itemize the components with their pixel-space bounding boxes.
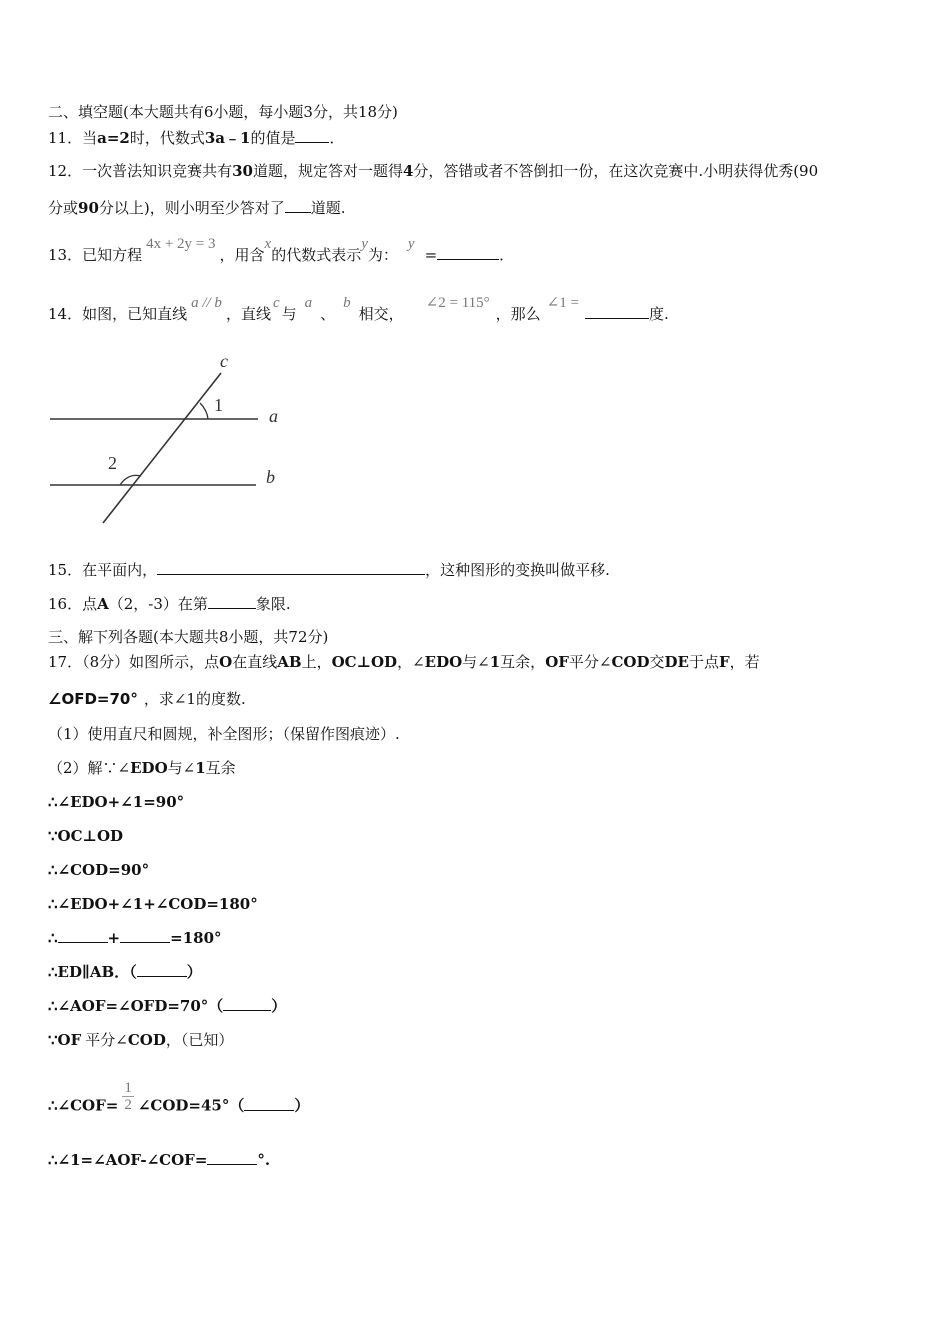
q17-step-2: （2）解∵∠EDO与∠1互余 [48, 759, 236, 777]
q17-step-1: （1）使用直尺和圆规，补全图形；（保留作图痕迹）. [48, 725, 400, 743]
q17-step-10: ∵OF 平分∠COD，（已知） [48, 1031, 234, 1049]
question-11: 11．当a=2时，代数式3a﹣1的值是 ． [48, 129, 345, 147]
question-12-line2: 分或90分以上)，则小明至少答对了 道题. [48, 199, 346, 217]
equation: 4x + 2y = 3 [146, 236, 216, 252]
line-c [103, 373, 221, 523]
q17-step-6: ∴∠EDO+∠1+∠COD=180° [48, 895, 258, 913]
answer-blank [285, 198, 311, 213]
label-angle-1: 1 [214, 395, 223, 415]
angle-2-arc [120, 475, 141, 485]
answer-blank [58, 928, 108, 943]
q17-step-8: ∴ED∥AB．（ ） [48, 963, 202, 981]
label-b: b [266, 467, 275, 487]
section3-title: 三、解下列各题(本大题共8小题，共72分) [48, 628, 329, 646]
label-c: c [220, 351, 228, 371]
label-angle-2: 2 [108, 453, 117, 473]
question-16: 16．点A（2，-3）在第 象限. [48, 595, 291, 613]
fraction-one-half: $\frac{1}{2}$ [124, 1080, 132, 1113]
label-a: a [269, 406, 278, 426]
question-15: 15．在平面内， ，这种图形的变换叫做平移. [48, 561, 610, 579]
answer-blank [208, 594, 256, 609]
q17-step-5: ∴∠COD=90° [48, 861, 150, 879]
answer-blank [157, 560, 425, 575]
q17-step-4: ∵OC⊥OD [48, 827, 124, 845]
answer-blank [244, 1096, 294, 1111]
q17-step-11: ∴∠COF= $\frac{1}{2}$ ∠COD=45°（ ） [48, 1080, 310, 1115]
q17-step-7: ∴ + =180° [48, 929, 222, 947]
question-13: 13．已知方程4x + 2y = 3，用含x的代数式表示y为：y= ． [48, 236, 515, 264]
question-14: 14．如图，已知直线a // b，直线c与a、b相交，∠2 = 115°，那么∠1 =度. [48, 295, 669, 323]
answer-blank [437, 245, 499, 260]
question-17-line2: ∠OFD=70° ，求∠1的度数. [48, 690, 246, 708]
answer-blank [295, 128, 329, 143]
question-17-line1: 17．（8分）如图所示，点O在直线AB上，OC⊥OD，∠EDO与∠1互余，OF平分∠COD交DE于点F，若 [48, 653, 760, 671]
q17-step-3: ∴∠EDO+∠1=90° [48, 793, 185, 811]
answer-blank [137, 962, 187, 977]
section2-title: 二、填空题(本大题共有6小题，每小题3分，共18分) [48, 103, 398, 121]
question-12-line1: 12．一次普法知识竞赛共有30道题，规定答对一题得4分，答错或者不答倒扣一份，在这次竞赛中.小明获得优秀(90 [48, 162, 819, 180]
answer-blank [223, 996, 271, 1011]
q17-step-9: ∴∠AOF=∠OFD=70°（ ） [48, 997, 287, 1015]
answer-blank [120, 928, 170, 943]
angle-1-arc [200, 403, 208, 419]
parallel-lines-figure [44, 350, 289, 530]
q17-step-12: ∴∠1=∠AOF-∠COF= °. [48, 1151, 271, 1169]
answer-blank [585, 304, 649, 319]
answer-blank [207, 1150, 257, 1165]
